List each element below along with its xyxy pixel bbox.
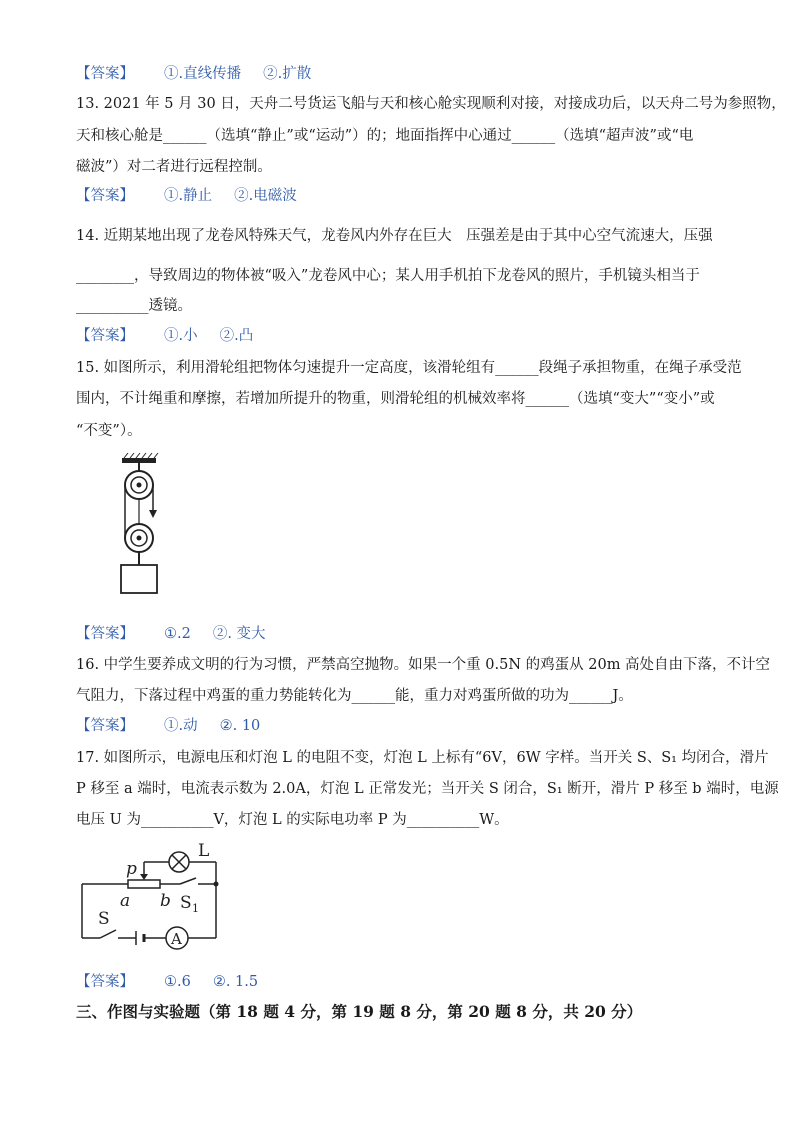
answer-option-2: ②. 1.5	[212, 974, 259, 990]
answer-option-2: ②.扩散	[263, 66, 312, 82]
q14-line-3: __________透镜。	[76, 298, 192, 314]
label-S1: S	[180, 893, 192, 913]
label-L: L	[198, 841, 210, 861]
q17-answer	[76, 972, 280, 992]
answer-tag: 【答案】	[76, 328, 134, 344]
q15-answer	[76, 624, 288, 644]
answer-option-2: ②.凸	[219, 328, 254, 344]
label-S: S	[98, 909, 110, 929]
q14-line-2: ________，导致周边的物体被“吸入”龙卷风中心；某人用手机拍下龙卷风的照片，手机镜头相当于	[76, 268, 700, 284]
answer-option-2: ②.电磁波	[234, 188, 297, 204]
q17-line-3: 电压 U 为__________V，灯泡 L 的实际电功率 P 为__________W。	[76, 812, 509, 828]
q16-answer	[76, 716, 282, 736]
answer-option-1: ①.直线传播	[164, 66, 242, 82]
q13-line-1: 13. 2021 年 5 月 30 日，天舟二号货运飞船与天和核心舱实现顺利对接，对接成功后，以天舟二号为参照物，	[76, 96, 786, 112]
q17-line-1: 17. 如图所示，电源电压和灯泡 L 的电阻不变，灯泡 L 上标有“6V，6W 字样。当开关 S、S₁ 均闭合，滑片	[76, 750, 769, 766]
label-ammeter-A: A	[171, 930, 182, 948]
q14-line-1: 14. 近期某地出现了龙卷风特殊天气，龙卷风内外存在巨大 压强差是由于其中心空气流速大，压强	[76, 228, 713, 244]
q15-line-3: “不变”）。	[76, 423, 142, 439]
q15-line-1: 15. 如图所示，利用滑轮组把物体匀速提升一定高度，该滑轮组有______段绳子承担物重，在绳子承受范	[76, 360, 742, 376]
answer-option-2: ②. 10	[219, 718, 261, 734]
q16-line-1: 16. 中学生要养成文明的行为习惯，严禁高空抛物。如果一个重 0.5N 的鸡蛋从 20m 高处自由下落，不计空	[76, 657, 771, 673]
label-S1-subscript: 1	[192, 902, 199, 915]
q13-line-2: 天和核心舱是______（选填“静止”或“运动”）的；地面指挥中心通过______（选填“超声波”或“电	[76, 128, 694, 144]
answer-option-1: ①.小	[164, 328, 198, 344]
q15-line-2: 围内，不计绳重和摩擦，若增加所提升的物重，则滑轮组的机械效率将______（选填“变大”“变小”或	[76, 391, 715, 407]
answer-tag: 【答案】	[76, 66, 134, 82]
q16-line-2: 气阻力，下落过程中鸡蛋的重力势能转化为______能，重力对鸡蛋所做的功为______J。	[76, 688, 633, 704]
section-3-heading: 三、作图与实验题（第 18 题 4 分，第 19 题 8 分，第 20 题 8 分，共 20 分）	[76, 1002, 643, 1021]
pulley-system-figure	[110, 452, 170, 598]
q17-line-2: P 移至 a 端时，电流表示数为 2.0A，灯泡 L 正常发光；当开关 S 闭合，S₁ 断开，滑片 P 移至 b 端时，电源	[76, 781, 779, 797]
answer-option-1: ①.2	[164, 626, 191, 642]
answer-option-2: ②. 变大	[212, 626, 266, 642]
q12-answer	[76, 64, 333, 84]
answer-option-1: ①.动	[164, 718, 198, 734]
label-p: p	[126, 859, 137, 879]
answer-tag: 【答案】	[76, 974, 134, 990]
answer-option-1: ①.静止	[164, 188, 213, 204]
q13-answer	[76, 186, 319, 206]
circuit-diagram-figure	[74, 840, 234, 950]
q13-line-3: 磁波”）对二者进行远程控制。	[76, 159, 272, 175]
answer-tag: 【答案】	[76, 718, 134, 734]
answer-tag: 【答案】	[76, 188, 134, 204]
q14-answer	[76, 326, 275, 346]
answer-tag: 【答案】	[76, 626, 134, 642]
label-b: b	[160, 891, 171, 911]
label-a: a	[120, 891, 131, 911]
answer-option-1: ①.6	[164, 974, 191, 990]
